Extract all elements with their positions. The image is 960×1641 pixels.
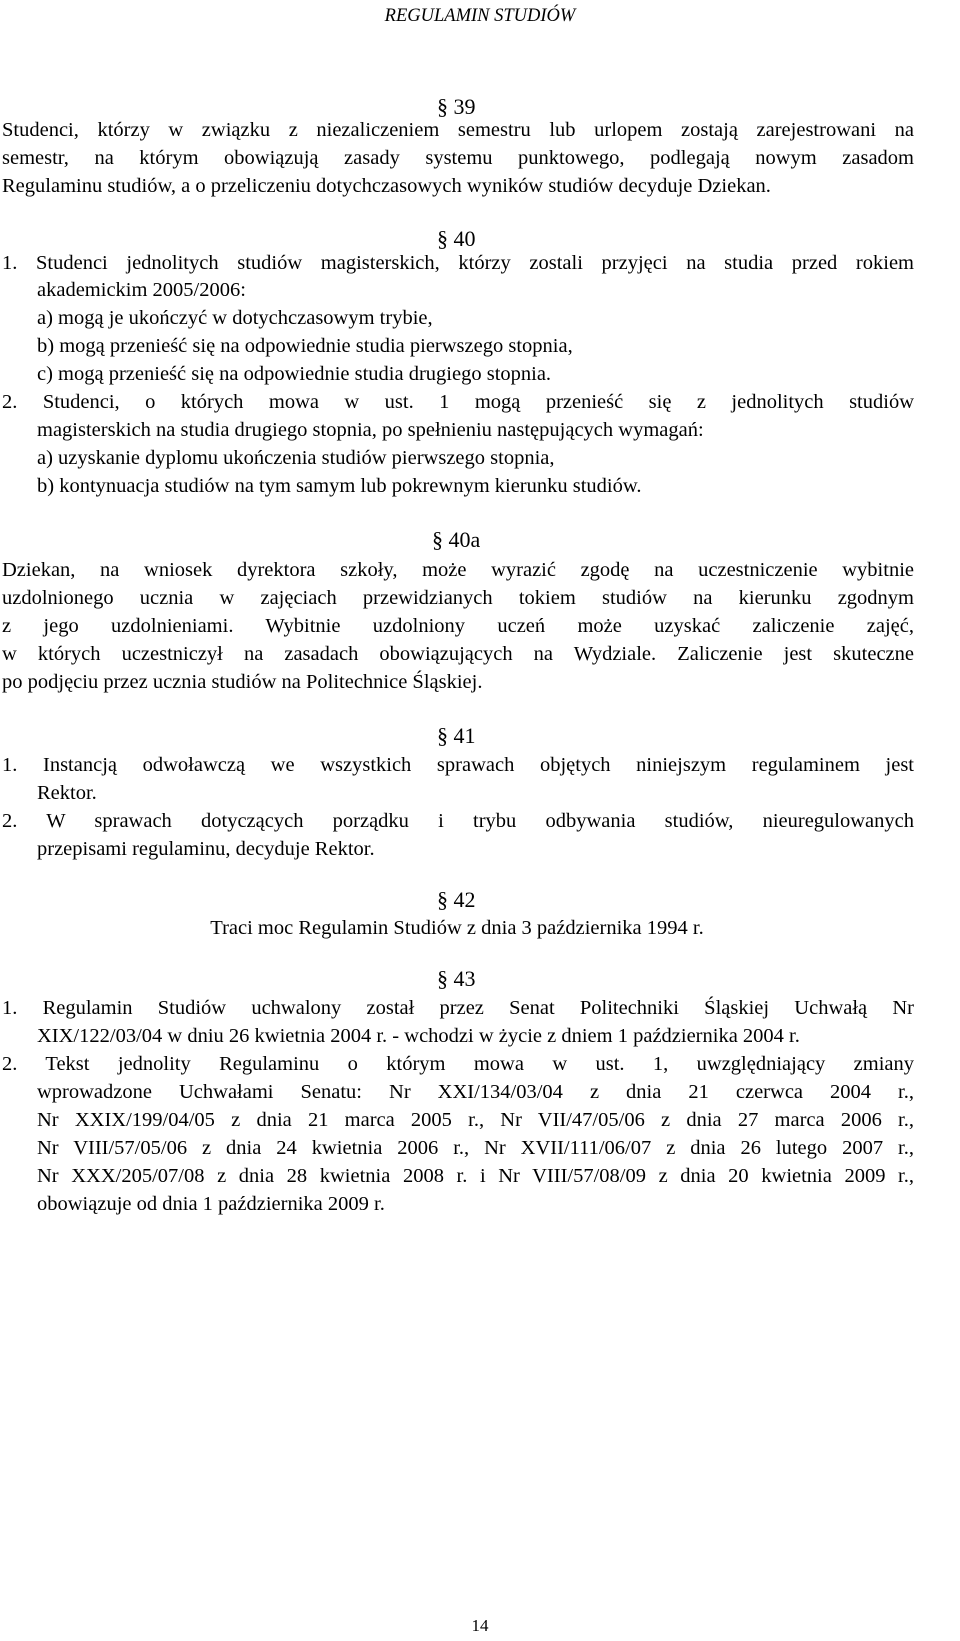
paragraph-line: z jego uzdolnieniami. Wybitnie uzdolniony uczeń może uzyskać zaliczenie zajęć, [2,615,914,637]
list-item: a) uzyskanie dyplomu ukończenia studiów pierwszego stopnia, [37,447,555,469]
paragraph-line: semestr, na którym obowiązują zasady systemu punktowego, podlegają nowym zasadom [2,147,914,169]
paragraph-line: Dziekan, na wniosek dyrektora szkoły, może wyrazić zgodę na uczestniczenie wybitnie [2,559,914,581]
paragraph-line: obowiązuje od dnia 1 października 2009 r. [37,1193,385,1215]
paragraph-line: Traci moc Regulamin Studiów z dnia 3 października 1994 r. [210,917,704,939]
section-heading-40: § 40 [437,226,476,251]
paragraph-line: 1. Studenci jednolitych studiów magisterskich, którzy zostali przyjęci na studia przed rokiem [2,252,914,274]
paragraph-line: XIX/122/03/04 w dniu 26 kwietnia 2004 r. - wchodzi w życie z dniem 1 października 2004 r. [37,1025,800,1047]
list-item: b) mogą przenieść się na odpowiednie studia pierwszego stopnia, [37,335,573,357]
paragraph-line: Nr XXIX/199/04/05 z dnia 21 marca 2005 r., Nr VII/47/05/06 z dnia 27 marca 2006 r., [37,1109,914,1131]
paragraph-line: akademickim 2005/2006: [37,279,246,301]
paragraph-line: 2. Tekst jednolity Regulaminu o którym mowa w ust. 1, uwzględniający zmiany [2,1053,914,1075]
list-item: b) kontynuacja studiów na tym samym lub pokrewnym kierunku studiów. [37,475,642,497]
paragraph-line: 1. Regulamin Studiów uchwalony został przez Senat Politechniki Śląskiej Uchwałą Nr [2,997,914,1019]
paragraph-line: 1. Instancją odwoławczą we wszystkich sprawach objętych niniejszym regulaminem jest [2,754,914,776]
section-heading-43: § 43 [437,966,476,991]
paragraph-line: magisterskich na studia drugiego stopnia, po spełnieniu następujących wymagań: [37,419,704,441]
paragraph-line: 2. W sprawach dotyczących porządku i trybu odbywania studiów, nieuregulowanych [2,810,914,832]
paragraph-line: Nr XXX/205/07/08 z dnia 28 kwietnia 2008 r. i Nr VIII/57/08/09 z dnia 20 kwietnia 2009 r., [37,1165,914,1187]
paragraph-line: po podjęciu przez ucznia studiów na Politechnice Śląskiej. [2,671,483,693]
section-heading-39: § 39 [437,94,476,119]
paragraph-line: Studenci, którzy w związku z niezaliczeniem semestru lub urlopem zostają zarejestrowani na [2,119,914,141]
paragraph-line: 2. Studenci, o których mowa w ust. 1 mogą przenieść się z jednolitych studiów [2,391,914,413]
section-heading-40a: § 40a [432,527,481,552]
list-item: a) mogą je ukończyć w dotychczasowym trybie, [37,307,433,329]
section-heading-41: § 41 [437,723,476,748]
paragraph-line: Nr VIII/57/05/06 z dnia 24 kwietnia 2006 r., Nr XVII/111/06/07 z dnia 26 lutego 2007 r., [37,1137,914,1159]
paragraph-line: Regulaminu studiów, a o przeliczeniu dotychczasowych wyników studiów decyduje Dziekan. [2,175,771,197]
paragraph-line: uzdolnionego ucznia w zajęciach przewidzianych tokiem studiów na kierunku zgodnym [2,587,914,609]
paragraph-line: przepisami regulaminu, decyduje Rektor. [37,838,375,860]
page-number: 14 [471,1616,489,1635]
paragraph-line: Rektor. [37,782,97,804]
paragraph-line: wprowadzone Uchwałami Senatu: Nr XXI/134/03/04 z dnia 21 czerwca 2004 r., [37,1081,914,1103]
section-heading-42: § 42 [437,887,476,912]
running-header: REGULAMIN STUDIÓW [384,6,576,26]
paragraph-line: w których uczestniczył na zasadach obowiązujących na Wydziale. Zaliczenie jest skuteczne [2,643,914,665]
list-item: c) mogą przenieść się na odpowiednie studia drugiego stopnia. [37,363,552,385]
